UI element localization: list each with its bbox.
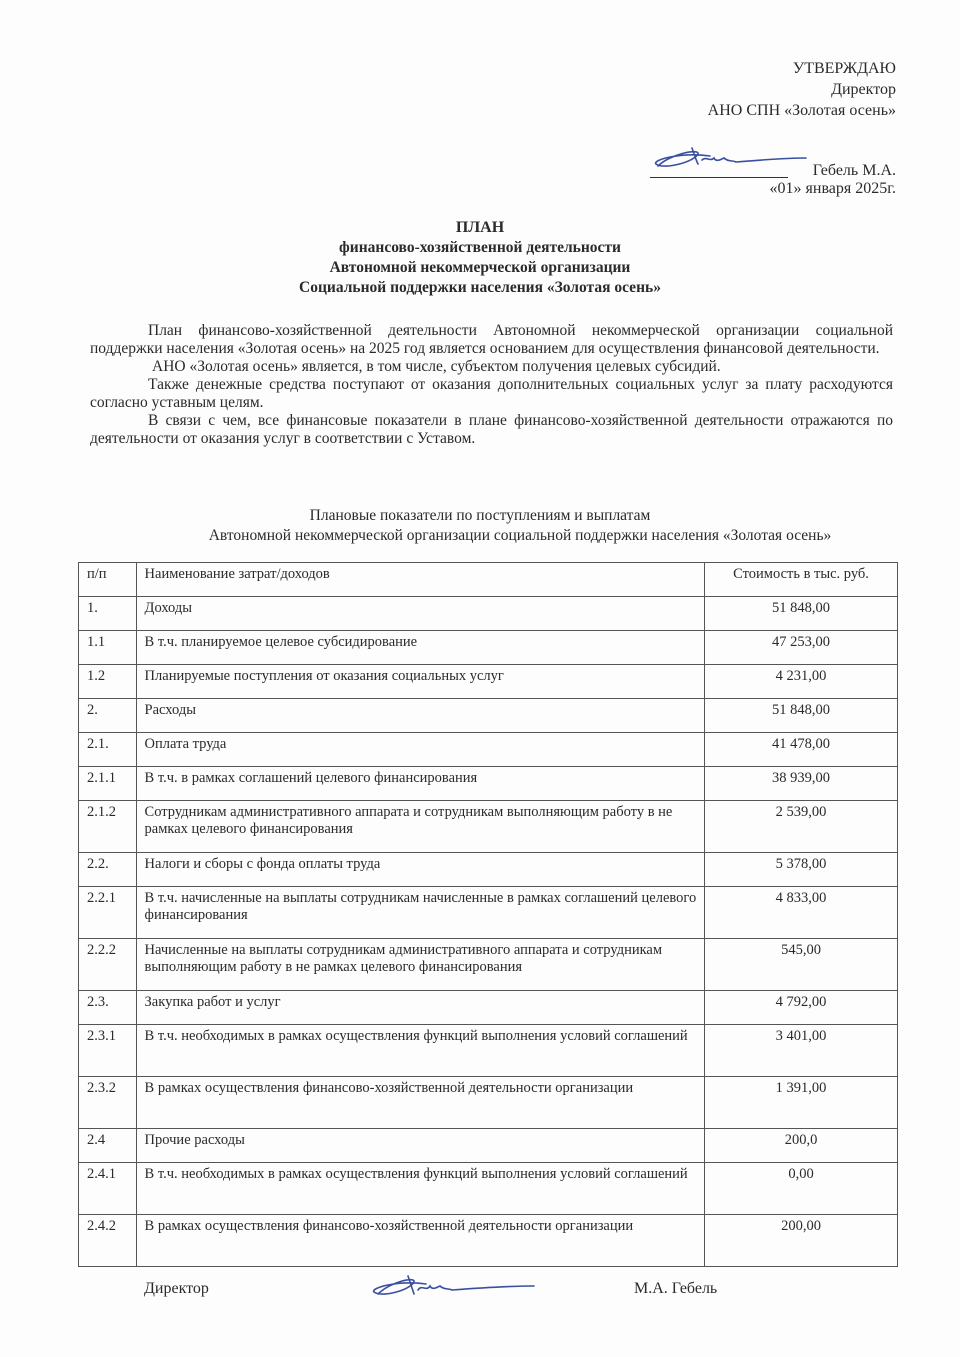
intro-text <box>90 322 893 448</box>
row-value: 4 792,00 <box>705 991 898 1025</box>
row-value: 3 401,00 <box>705 1025 898 1077</box>
row-num: 2.4.2 <box>79 1215 137 1267</box>
approval-organization: АНО СПН «Золотая осень» <box>707 102 896 119</box>
intro-paragraph: План финансово-хозяйственной деятельности Автономной некоммерческой организации социальной поддержки населения «Золотая осень» на 2025 год является основанием для осуществления финансовой деятельности. <box>90 322 893 357</box>
row-name: Закупка работ и услуг <box>136 991 705 1025</box>
row-name: В рамках осуществления финансово-хозяйственной деятельности организации <box>136 1077 705 1129</box>
table-row <box>79 665 898 699</box>
row-name: В рамках осуществления финансово-хозяйственной деятельности организации <box>136 1215 705 1267</box>
row-num: 2.3.2 <box>79 1077 137 1129</box>
table-row <box>79 699 898 733</box>
row-value: 545,00 <box>705 939 898 991</box>
table-row <box>79 1025 898 1077</box>
row-name: Сотрудникам административного аппарата и сотрудникам выполняющим работу в не рамках целевого финансирования <box>136 801 705 853</box>
footer-role: Директор <box>144 1280 209 1297</box>
row-value: 51 848,00 <box>705 699 898 733</box>
footer-signature <box>0 1272 960 1312</box>
table-caption-line-2: Автономной некоммерческой организации социальной поддержки населения «Золотая осень» <box>208 527 832 544</box>
row-name: Начисленные на выплаты сотрудникам административного аппарата и сотрудникам выполняющим работу в не рамках целевого финансирования <box>136 939 705 991</box>
approval-position: Директор <box>831 81 896 98</box>
row-value: 2 539,00 <box>705 801 898 853</box>
row-value: 51 848,00 <box>705 597 898 631</box>
row-value: 200,00 <box>705 1215 898 1267</box>
row-num: 2.3. <box>79 991 137 1025</box>
approval-heading: УТВЕРЖДАЮ <box>792 60 896 77</box>
table-row <box>79 1215 898 1267</box>
intro-paragraph: В связи с чем, все финансовые показатели в плане финансово-хозяйственной деятельности отражаются по деятельности от оказания услуг в соответствии с Уставом. <box>90 412 893 447</box>
table-row <box>79 939 898 991</box>
row-value: 1 391,00 <box>705 1077 898 1129</box>
row-num: 2.3.1 <box>79 1025 137 1077</box>
document-title <box>0 218 960 298</box>
row-value: 5 378,00 <box>705 853 898 887</box>
row-num: 2.1.2 <box>79 801 137 853</box>
table-row <box>79 1163 898 1215</box>
row-name: Расходы <box>136 699 705 733</box>
table-row <box>79 597 898 631</box>
intro-paragraph: АНО «Золотая осень» является, в том числе, субъектом получения целевых субсидий. <box>152 358 721 375</box>
intro-paragraph: Также денежные средства поступают от оказания дополнительных социальных услуг за плату расходуются согласно уставным целям. <box>90 376 893 411</box>
signature-icon <box>650 140 810 180</box>
signature-line <box>650 177 788 178</box>
signature-icon <box>368 1272 538 1304</box>
table-caption-line-1: Плановые показатели по поступлениям и выплатам <box>309 507 651 524</box>
row-value: 4 833,00 <box>705 887 898 939</box>
header-name: Наименование затрат/доходов <box>136 563 705 597</box>
row-value: 38 939,00 <box>705 767 898 801</box>
approval-signatory: Гебель М.А. <box>812 162 896 179</box>
row-num: 2.2.2 <box>79 939 137 991</box>
row-num: 2.1.1 <box>79 767 137 801</box>
table-row <box>79 767 898 801</box>
table-row <box>79 801 898 853</box>
title-line-3: Социальной поддержки населения «Золотая осень» <box>299 279 661 296</box>
table-row <box>79 887 898 939</box>
row-value: 4 231,00 <box>705 665 898 699</box>
title-line-2: Автономной некоммерческой организации <box>329 259 631 276</box>
row-value: 0,00 <box>705 1163 898 1215</box>
table-caption <box>0 506 960 546</box>
header-num: п/п <box>79 563 137 597</box>
header-value: Стоимость в тыс. руб. <box>705 563 898 597</box>
approval-block <box>708 58 896 121</box>
row-num: 1.2 <box>79 665 137 699</box>
row-name: В т.ч. планируемое целевое субсидирование <box>136 631 705 665</box>
row-value: 41 478,00 <box>705 733 898 767</box>
row-name: Доходы <box>136 597 705 631</box>
approval-date: «01» января 2025г. <box>769 180 896 197</box>
table-row <box>79 631 898 665</box>
row-value: 200,0 <box>705 1129 898 1163</box>
table-row <box>79 853 898 887</box>
row-name: Оплата труда <box>136 733 705 767</box>
row-num: 2.2.1 <box>79 887 137 939</box>
plan-table <box>78 562 898 1267</box>
table-row <box>79 733 898 767</box>
approval-signature-row <box>650 140 896 180</box>
table-row <box>79 991 898 1025</box>
footer-name: М.А. Гебель <box>634 1280 718 1297</box>
row-name: В т.ч. в рамках соглашений целевого финансирования <box>136 767 705 801</box>
row-num: 2.1. <box>79 733 137 767</box>
row-num: 1.1 <box>79 631 137 665</box>
title-main: ПЛАН <box>455 219 505 236</box>
row-name: Налоги и сборы с фонда оплаты труда <box>136 853 705 887</box>
table-row <box>79 1077 898 1129</box>
row-name: Планируемые поступления от оказания социальных услуг <box>136 665 705 699</box>
table-row <box>79 1129 898 1163</box>
table-header-row <box>79 563 898 597</box>
row-name: В т.ч. необходимых в рамках осуществления функций выполнения условий соглашений <box>136 1163 705 1215</box>
title-line-1: финансово-хозяйственной деятельности <box>339 239 621 256</box>
row-num: 2. <box>79 699 137 733</box>
row-value: 47 253,00 <box>705 631 898 665</box>
row-num: 2.2. <box>79 853 137 887</box>
row-name: Прочие расходы <box>136 1129 705 1163</box>
row-num: 2.4 <box>79 1129 137 1163</box>
row-name: В т.ч. необходимых в рамках осуществления функций выполнения условий соглашений <box>136 1025 705 1077</box>
row-name: В т.ч. начисленные на выплаты сотрудникам начисленные в рамках соглашений целевого финансирования <box>136 887 705 939</box>
row-num: 2.4.1 <box>79 1163 137 1215</box>
row-num: 1. <box>79 597 137 631</box>
